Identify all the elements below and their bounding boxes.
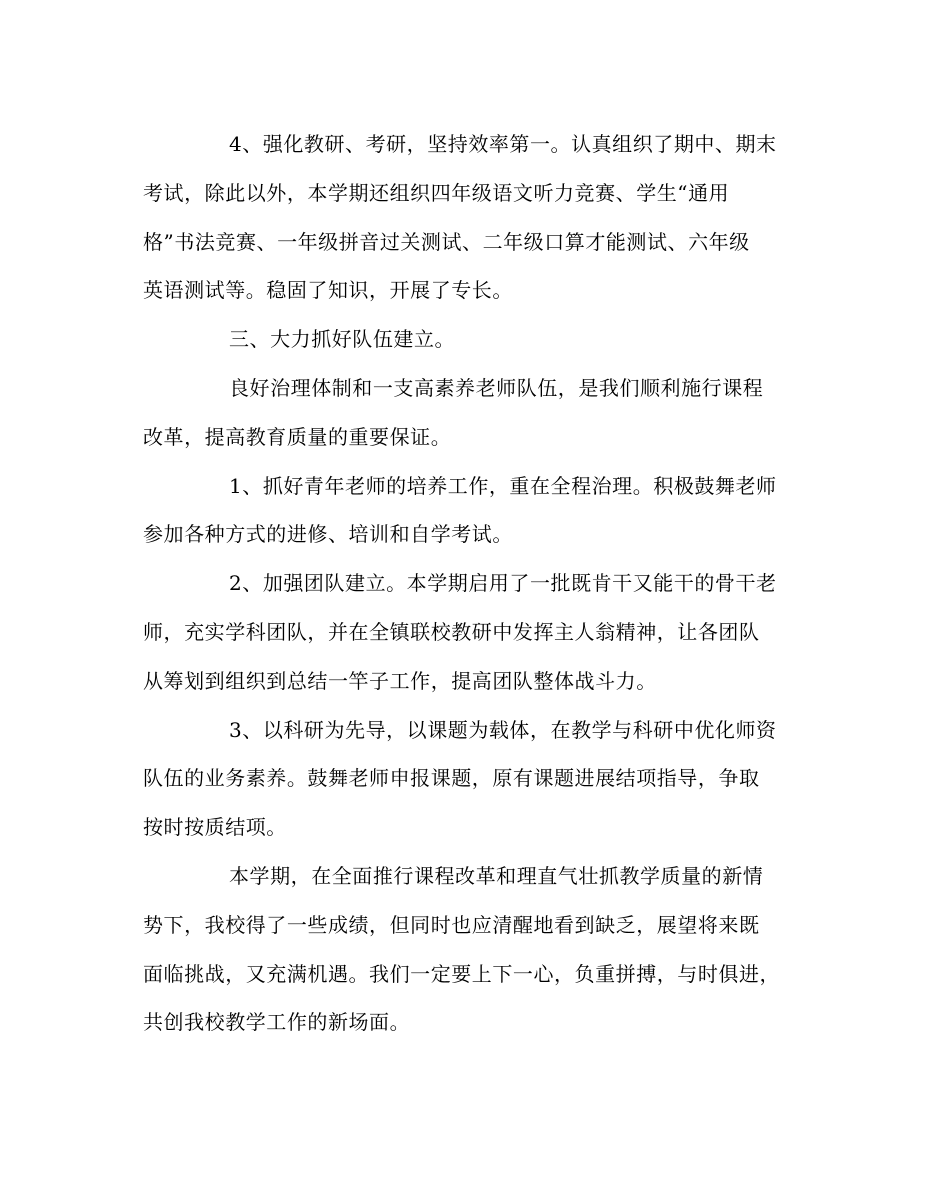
document-body bbox=[143, 120, 807, 1047]
paragraph-line: 队伍的业务素养。鼓舞老师申报课题，原有课题进展结项指导，争取 bbox=[143, 766, 760, 791]
paragraph-line: 本学期，在全面推行课程改革和理直气壮抓教学质量的新情 bbox=[229, 863, 764, 888]
paragraph-line: 英语测试等。稳固了知识，开展了专长。 bbox=[143, 278, 513, 303]
paragraph-line: 师，充实学科团队，并在全镇联校教研中发挥主人翁精神，让各团队 bbox=[143, 619, 760, 644]
section-heading: 三、大力抓好队伍建立。 bbox=[229, 327, 456, 352]
paragraph-line: 按时按质结项。 bbox=[143, 815, 287, 840]
paragraph-line: 共创我校教学工作的新场面。 bbox=[143, 1010, 411, 1035]
paragraph-line: 1、抓好青年老师的培养工作，重在全程治理。积极鼓舞老师 bbox=[229, 473, 777, 498]
paragraph-line: 格”书法竞赛、一年级拼音过关测试、二年级口算才能测试、六年级 bbox=[143, 229, 750, 254]
paragraph-line: 参加各种方式的进修、培训和自学考试。 bbox=[143, 522, 513, 547]
paragraph-line: 4、强化教研、考研，坚持效率第一。认真组织了期中、期末 bbox=[229, 132, 777, 156]
paragraph-line: 考试，除此以外，本学期还组织四年级语文听力竞赛、学生“通用 bbox=[143, 180, 730, 205]
paragraph-line: 面临挑战，又充满机遇。我们一定要上下一心，负重拼搏，与时俱进， bbox=[143, 961, 781, 986]
paragraph-line: 良好治理体制和一支高素养老师队伍，是我们顺利施行课程 bbox=[229, 375, 764, 400]
paragraph-line: 势下，我校得了一些成绩，但同时也应清醒地看到缺乏，展望将来既 bbox=[143, 912, 760, 937]
paragraph-line: 从筹划到组织到总结一竿子工作，提高团队整体战斗力。 bbox=[143, 668, 657, 693]
paragraph-line: 3、以科研为先导，以课题为载体，在教学与科研中优化师资 bbox=[229, 717, 777, 742]
paragraph-line: 2、加强团队建立。本学期启用了一批既肯干又能干的骨干老 bbox=[229, 571, 777, 596]
paragraph-line: 改革，提高教育质量的重要保证。 bbox=[143, 424, 452, 449]
